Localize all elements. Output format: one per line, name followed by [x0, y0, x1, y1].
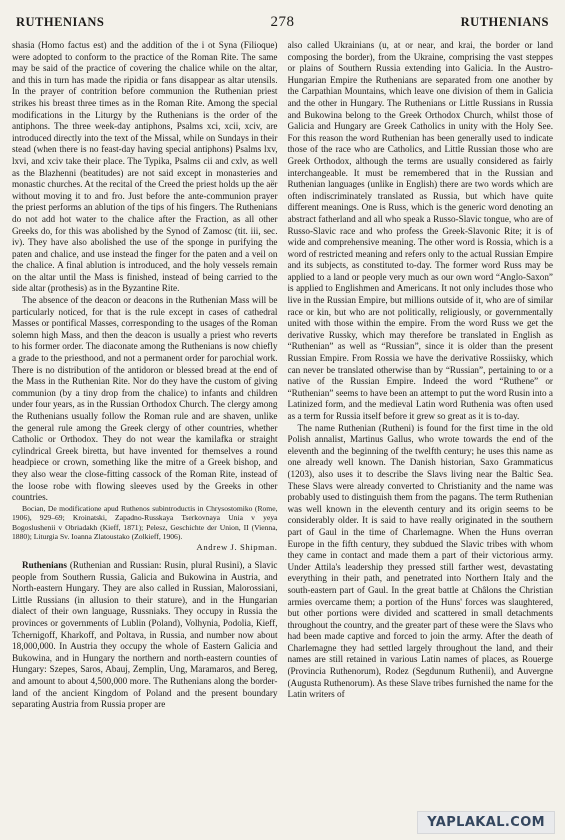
bibliography: Bocian, De modificatione apud Ruthenos subintroductis in Chrysostomiko (Rome, 1906), 929–69; Kroinatski, Zapadno-Russkaya Tserkovnaya Unia v yeya Bogoslushenii v Obriadakh (Kieff, 1871); Pelesz, Geschichte der Union, II (Vienna, 1880); Liturgia Sv. Ioanna Zlatoustako (Zolkieff, 1906).	[12, 503, 278, 541]
page-number: 278	[270, 14, 295, 30]
paragraph: The absence of the deacon or deacons in the Ruthenian Mass will be particularly noticed, for that is the rule except in cases of cathedral Masses or pontifical Masses, corresponding to the usages of the Roman solemn high Mass, and then the deacon is usually a priest who reverts to his former order. The diaconate among the Ruthenians is now chiefly a grade to the priesthood, and not a permanent order for parochial work. There is no distribution of the antidoron or blessed bread at the end of the Mass in the Ruthenian Rite. Nor do they have the custom of giving communion (by a tiny drop from the chalice) to infants and children under four years, as in the Russian Orthodox Church. The clergy among the Ruthenians usually follow the Roman rule and are shaven, unlike the general rule among the Greek clergy of other countries, whether Catholic or Orthodox. They do not wear the kamilafka or straight cylindrical Greek biretta, but have invented for themselves a round headpiece or crown, something like the mitre of a Greek bishop, and they also wear the close-fitting cassock of the Roman Rite, instead of the loose robe with flowing sleeves used by the Greeks in other countries.	[12, 295, 278, 503]
running-head-left: RUTHENIANS	[16, 15, 105, 29]
paragraph: shasia (Homo factus est) and the addition of the i ot Syna (Filioque) were adopted to conform to the practice of the Roman Rite. The same may be said of the practice of covering the chalice while on the altar, and this in turn has made the ripidia or fans disappear as altar utensils. In the prayer of contrition before communion the Ruthenian priest strikes his breast three times as in the Roman Rite. Among the special modifications in the Liturgy by the Ruthenians is the order of the antiphons. The three week-day antiphons, Psalms xci, xcii, xciv, are introduced directly into the text of the Missal, while on Sundays in their stead (when there is no feast-day having special antiphons) Psalms lxv, lxvi, and xciv take their place. The Typika, Psalms cii and cxlv, as well as the Blazhenni (beatitudes) are not said except in monasteries and monastic churches. At the recital of the Creed the priest holds up the aër without moving it to and fro. Just before the ante-communion prayer the priest performs an ablution of the tips of his fingers. The Ruthenians do not add hot water to the chalice after the Fraction, as all other Greeks do, for this was abolished by the Synod of Zamosc (tit. iii, sec. iv). They have also abolished the use of the sponge in purifying the paten and chalice, and use instead the finger for the paten and a veil on the chalice. A final ablution is introduced, and the holy vessels remain on the altar until the Mass is finished, instead of being carried to the side altar (prothesis) as in the Byzantine Rite.	[12, 40, 278, 294]
paragraph: The name Ruthenian (Rutheni) is found for the first time in the old Polish annalist, Martinus Gallus, who wrote towards the end of the eleventh and the beginning of the twelfth century; he uses this name as one already well known. The Danish historian, Saxo Grammaticus (1203), also uses it to describe the Slavs living near the Baltic Sea. These Slavs were already converted to Christianity and the name was probably used to distinguish them from the pagans. The term Ruthenian was well known in the eleventh century and its origin seems to be considerably older. It is said to have really originated in the southern part of Gaul in the time of Charlemagne. When the Huns overran Europe in the fifth century, they subdued the Slavic tribes with whom they came in contact and made them a part of their victorious army. Under Attila's leadership they pressed still farther west, devastating everything in their path, and penetrated into Northern Italy and the south-eastern part of Gaul. In the great battle at Châlons the Christian armies overcame them; a portion of the Huns' forces was slaughtered, but other portions were divided and scattered in small detachments throughout the country, and the greater part of these were the Slavs who had been made captive and forced to join the army. After the death of Charlemagne they had settled largely throughout the land, and their names are still retained in various Latin names of places, as Rouerge (Provincia Ruthenorum), Rodez (Segdunum Ruthenii), and Auvergne (Augusta Ruthenorum). As these Slave tribes furnished the name for the Latin writers of	[287, 422, 553, 700]
entry-paragraph	[12, 560, 278, 711]
entry-headword: Ruthenians	[22, 559, 67, 570]
right-column	[288, 40, 554, 822]
running-head-right: RUTHENIANS	[460, 15, 549, 29]
entry-text: (Ruthenian and Russian: Rusin, plural Rusini), a Slavic people from Southern Russia, Galicia and Bukowina in Austria, and North-eastern Hungary. They are also called in Russian, Malorossiani, Little Russians (in allusion to their stature), and in the Hungarian dialect of their own language, Russniaks. They occupy in Russia the provinces or governments of Lublin (Poland), Volhynia, Podolia, Kieff, Tchernigoff, Kharkoff, and Poltava, in Russia, and number now about 18,000,000. In Austria they occupy the whole of Eastern Galicia and Bukowina, and in Hungary the northern and north-eastern counties of Hungary: Szepes, Saros, Abauj, Zemplin, Ung, Maramaros, and Bereg, and amount to about 4,500,000 more. The Ruthenians along the border-land of the ancient Kingdom of Poland and the present boundary separating Austria from Russia proper are	[12, 559, 278, 710]
paragraph: also called Ukrainians (u, at or near, and krai, the border or land composing the border), from the Ukraine, comprising the vast steppes or plains of Southern Russia extending into Galicia. In the Austro-Hungarian Empire the Ruthenians are separated from one another by the Carpathian Mountains, which leave one division of them in Galicia and the other in Hungary. The Ruthenians or Little Russians in Russia and Bukowina belong to the Greek Orthodox Church, whilst those of Galicia and Hungary are Greek Catholics in unity with the Holy See. For this reason the word Ruthenian has been generally used to indicate those of the race who are Catholics, and Little Russian those who are Greek Orthodox, although the terms are usually considered as fairly interchangeable. It must be remembered that in the Russian and Ruthenian languages (unlike in English) there are two words which are often indiscriminately translated as Russia, but which have quite different meanings. One is Russ, which is the generic word denoting an abstract fatherland and all who speak a Russo-Slavic tongue, who are of Russo-Slavic race and who profess the Greek-Slavonic Rite; it is of wide and comprehensive meaning. The other word is Rossia, which is a word of restricted meaning and refers only to the actual Russian Empire and its subjects, as constituted to-day. The former word Russ may be applied to a land or people very much as our own word “Anglo-Saxon” is applied to Englishmen and Americans. It not only includes those who live in the Russian Empire, but millions outside of it, who are of similar race or kin, but who are not politically, religiously, or governmentally united with those within the empire. From the word Russ we get the derivative Russky, which may therefore be translated in English as “Ruthenian” as well as “Russian”, since it is older than the present Russian Empire. From Rossia we have the derivative Rossiisky, which can never be translated otherwise than by “Russian”, pertaining to or a native of the Russian Empire. Indeed the word “Ruthene” or “Ruthenian” seems to have been an attempt to put the word Rusin into a Latinized form, and the medieval Latin word Ruthenia was often used as a term for Russia itself before it grew so great as it is to-day.	[287, 40, 553, 421]
text-columns	[12, 40, 553, 822]
page-header	[16, 14, 549, 31]
left-column	[12, 40, 278, 822]
watermark: YAPLAKAL.COM	[417, 811, 555, 834]
author-signature: Andrew J. Shipman.	[196, 542, 278, 553]
